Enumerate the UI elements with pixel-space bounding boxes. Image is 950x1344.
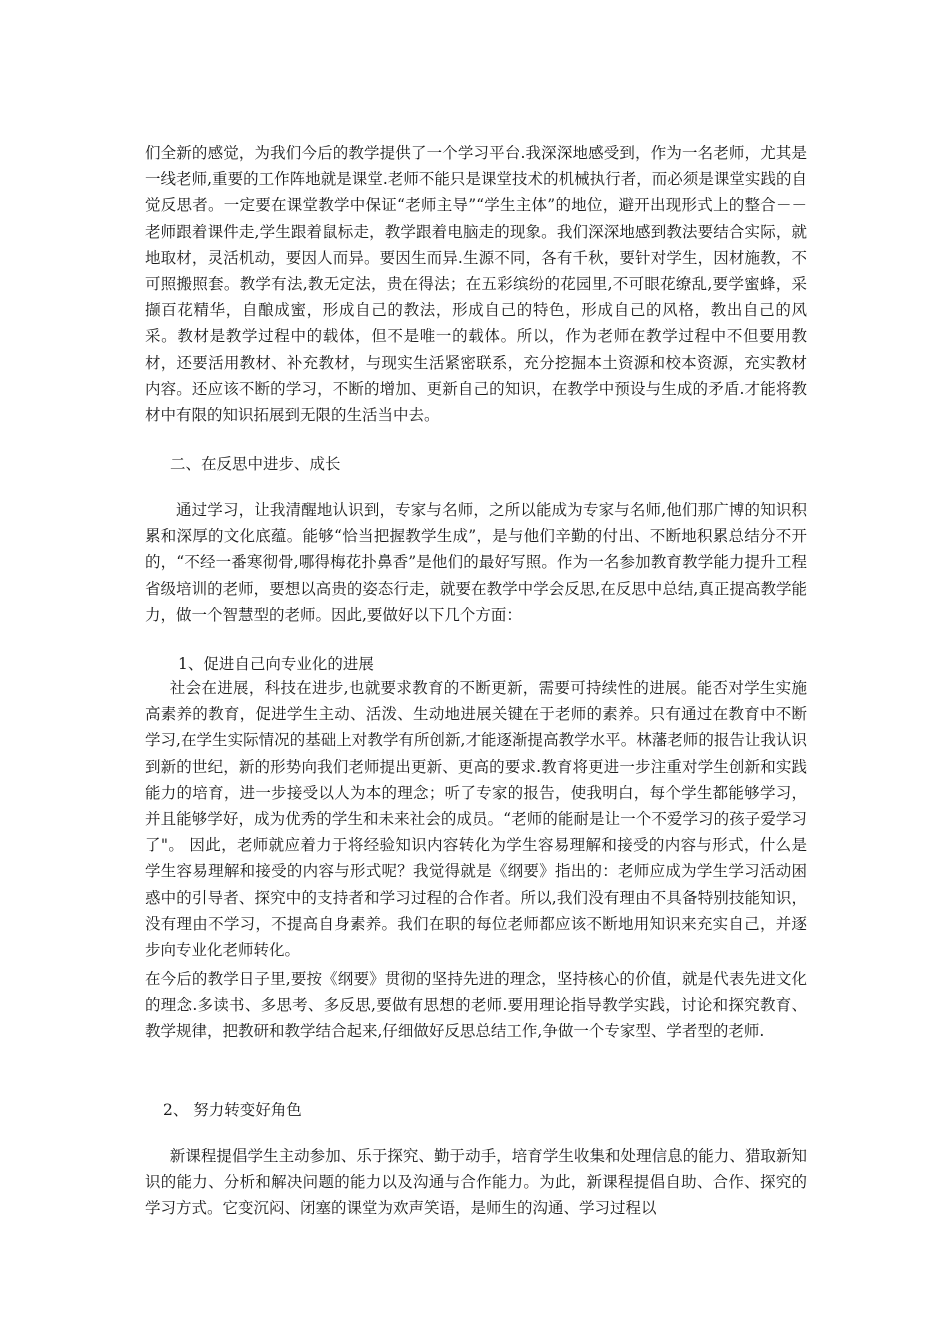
paragraph-professional-development: 社会在进展，科技在进步,也就要求教育的不断更新，需要可持续性的进展。能否对学生实施高素养的教育，促进学生主动、活泼、生动地进展关键在于老师的素养。只有通过在教育中不断学习,在学生实际情况的基础上对教学有所创新,才能逐渐提高教学水平。林藩老师的报告让我认识到新的世纪，新的形势向我们老师提出更新、更高的要求.教育将更进一步注重对学生创新和实践能力的培育，进一步接受以人为本的理念；听了专家的报告，使我明白，每个学生都能够学习，并且能够学好，成为优秀的学生和未来社会的成员。“老师的能耐是让一个不爱学习的孩子爱学习了"。 因此，老师就应着力于将经验知识内容转化为学生容易理解和接受的内容与形式，什么是学生容易理解和接受的内容与形式呢？我觉得就是《纲要》指出的：老师应成为学生学习活动困惑中的引导者、探究中的支持者和学习过程的合作者。所以,我们没有理由不具备特别技能知识，没有理由不学习，不提高自身素养。我们在职的每位老师都应该不断地用知识来充实自己，并逐步向专业化老师转化。	[145, 679, 807, 960]
paragraph-reflection-intro: 通过学习，让我清醒地认识到，专家与名师，之所以能成为专家与名师,他们那广博的知识积累和深厚的文化底蕴。能够“恰当把握教学生成”，是与他们辛勤的付出、不断地积累总结分不开的，“不经一番寒彻骨,哪得梅花扑鼻香”是他们的最好写照。作为一名参加教育教学能力提升工程省级培训的老师，要想以高贵的姿态行走，就要在教学中学会反思,在反思中总结,真正提高教学能力，做一个智慧型的老师。因此,要做好以下几个方面：	[145, 501, 807, 624]
subheading-professional-development: 1、促进自己向专业化的进展	[178, 655, 374, 673]
section-heading-reflection: 二、在反思中进步、成长	[170, 455, 341, 473]
subheading-role-change: 2、 努力转变好角色	[163, 1101, 302, 1119]
paragraph-future-teaching: 在今后的教学日子里,要按《纲要》贯彻的坚持先进的理念，坚持核心的价值，就是代表先进文化的理念.多读书、多思考、多反思,要做有思想的老师.要用理论指导教学实践，讨论和探究教育、教学规律，把教研和教学结合起来,仔细做好反思总结工作,争做一个专家型、学者型的老师.	[145, 970, 807, 1041]
paragraph-continuation: 们全新的感觉，为我们今后的教学提供了一个学习平台.我深深地感受到，作为一名老师，尤其是一线老师,重要的工作阵地就是课堂.老师不能只是课堂技术的机械执行者，而必须是课堂实践的自觉反思者。一定要在课堂教学中保证“老师主导”“学生主体”的地位，避开出现形式上的整合－－老师跟着课件走,学生跟着鼠标走，教学跟着电脑走的现象。我们深深地感到教法要结合实际，就地取材，灵活机动，要因人而异。要因生而异.生源不同，各有千秋，要针对学生，因材施教，不可照搬照套。教学有法,教无定法，贵在得法；在五彩缤纷的花园里,不可眼花缭乱,要学蜜蜂，采撷百花精华，自酿成蜜，形成自己的教法，形成自己的特色，形成自己的风格，教出自己的风采。教材是教学过程中的载体，但不是唯一的载体。所以，作为老师在教学过程中不但要用教材，还要活用教材、补充教材，与现实生活紧密联系，充分挖掘本土资源和校本资源，充实教材内容。还应该不断的学习，不断的增加、更新自己的知识，在教学中预设与生成的矛盾.才能将教材中有限的知识拓展到无限的生活当中去。	[145, 144, 807, 425]
paragraph-new-curriculum: 新课程提倡学生主动参加、乐于探究、勤于动手，培育学生收集和处理信息的能力、猎取新知识的能力、分析和解决问题的能力以及沟通与合作能力。为此，新课程提倡自助、合作、探究的学习方式。它变沉闷、闭塞的课堂为欢声笑语，是师生的沟通、学习过程以	[145, 1147, 807, 1218]
